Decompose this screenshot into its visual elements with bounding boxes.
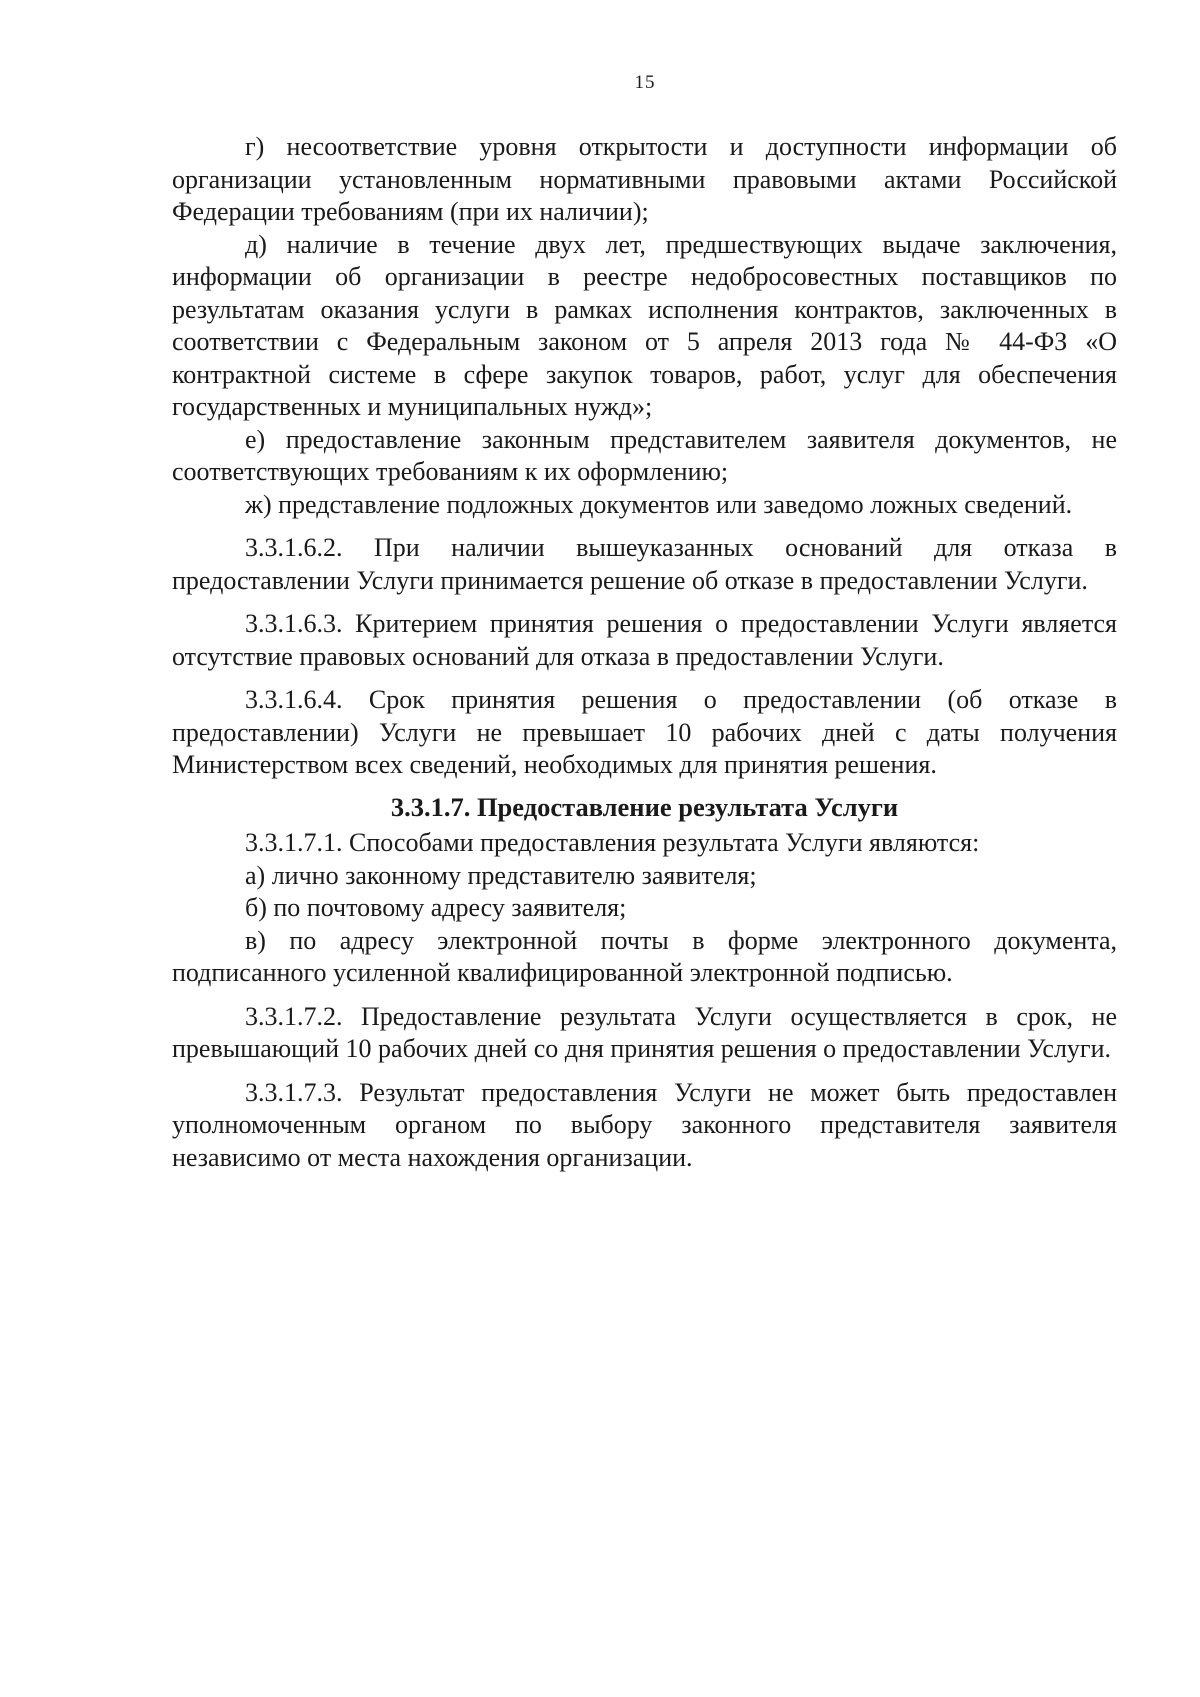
item-b: б) по почтовому адресу заявителя; — [245, 893, 627, 922]
item-g: г) несоответствие уровня открытости и доступности информации об организации установленным нормативными правовыми актами Российской Федерации требованиям (при их наличии); — [172, 132, 1117, 226]
item-v: в) по адресу электронной почты в форме электронного документа, подписанного усиленной квалифицированной электронной подписью. — [172, 925, 1117, 987]
section-heading-3-3-1-7: 3.3.1.7. Предоставление результата Услуги — [390, 791, 899, 822]
clause-3-3-1-7-2: 3.3.1.7.2. Предоставление результата Услуги осуществляется в срок, не превышающий 10 рабочих дней со дня принятия решения о предоставлении Услуги. — [172, 1001, 1117, 1063]
clause-3-3-1-6-4: 3.3.1.6.4. Срок принятия решения о предоставлении (об отказе в предоставлении) Услуги не превышает 10 рабочих дней с даты получения Министерством всех сведений, необходимых для принятия решения. — [172, 685, 1117, 779]
clause-3-3-1-7-1: 3.3.1.7.1. Способами предоставления результата Услуги являются: — [245, 828, 980, 857]
item-e: е) предоставление законным представителем заявителя документов, не соответствующих требованиям к их оформлению; — [172, 424, 1117, 486]
clause-3-3-1-6-2: 3.3.1.6.2. При наличии вышеуказанных оснований для отказа в предоставлении Услуги принимается решение об отказе в предоставлении Услуги. — [172, 533, 1117, 595]
item-d: д) наличие в течение двух лет, предшествующих выдаче заключения, информации об организации в реестре недобросовестных поставщиков по результатам оказания услуги в рамках исполнения контрактов, заключенных в соответствии с Федеральным законом от 5 апреля 2013 года № 44-ФЗ «О контрактной системе в сфере закупок товаров, работ, услуг для обеспечения государственных и муниципальных нужд»; — [172, 229, 1117, 421]
clause-3-3-1-7-3: 3.3.1.7.3. Результат предоставления Услуги не может быть предоставлен уполномоченным органом по выбору законного представителя заявителя независимо от места нахождения организации. — [172, 1077, 1117, 1172]
item-a: а) лично законному представителю заявителя; — [245, 860, 757, 890]
clause-3-3-1-6-3: 3.3.1.6.3. Критерием принятия решения о предоставлении Услуги является отсутствие правовых оснований для отказа в предоставлении Услуги. — [172, 609, 1117, 671]
page-number: 15 — [634, 72, 656, 93]
document-body — [172, 131, 1117, 1174]
item-zh: ж) представление подложных документов или заведомо ложных сведений. — [245, 489, 1073, 519]
